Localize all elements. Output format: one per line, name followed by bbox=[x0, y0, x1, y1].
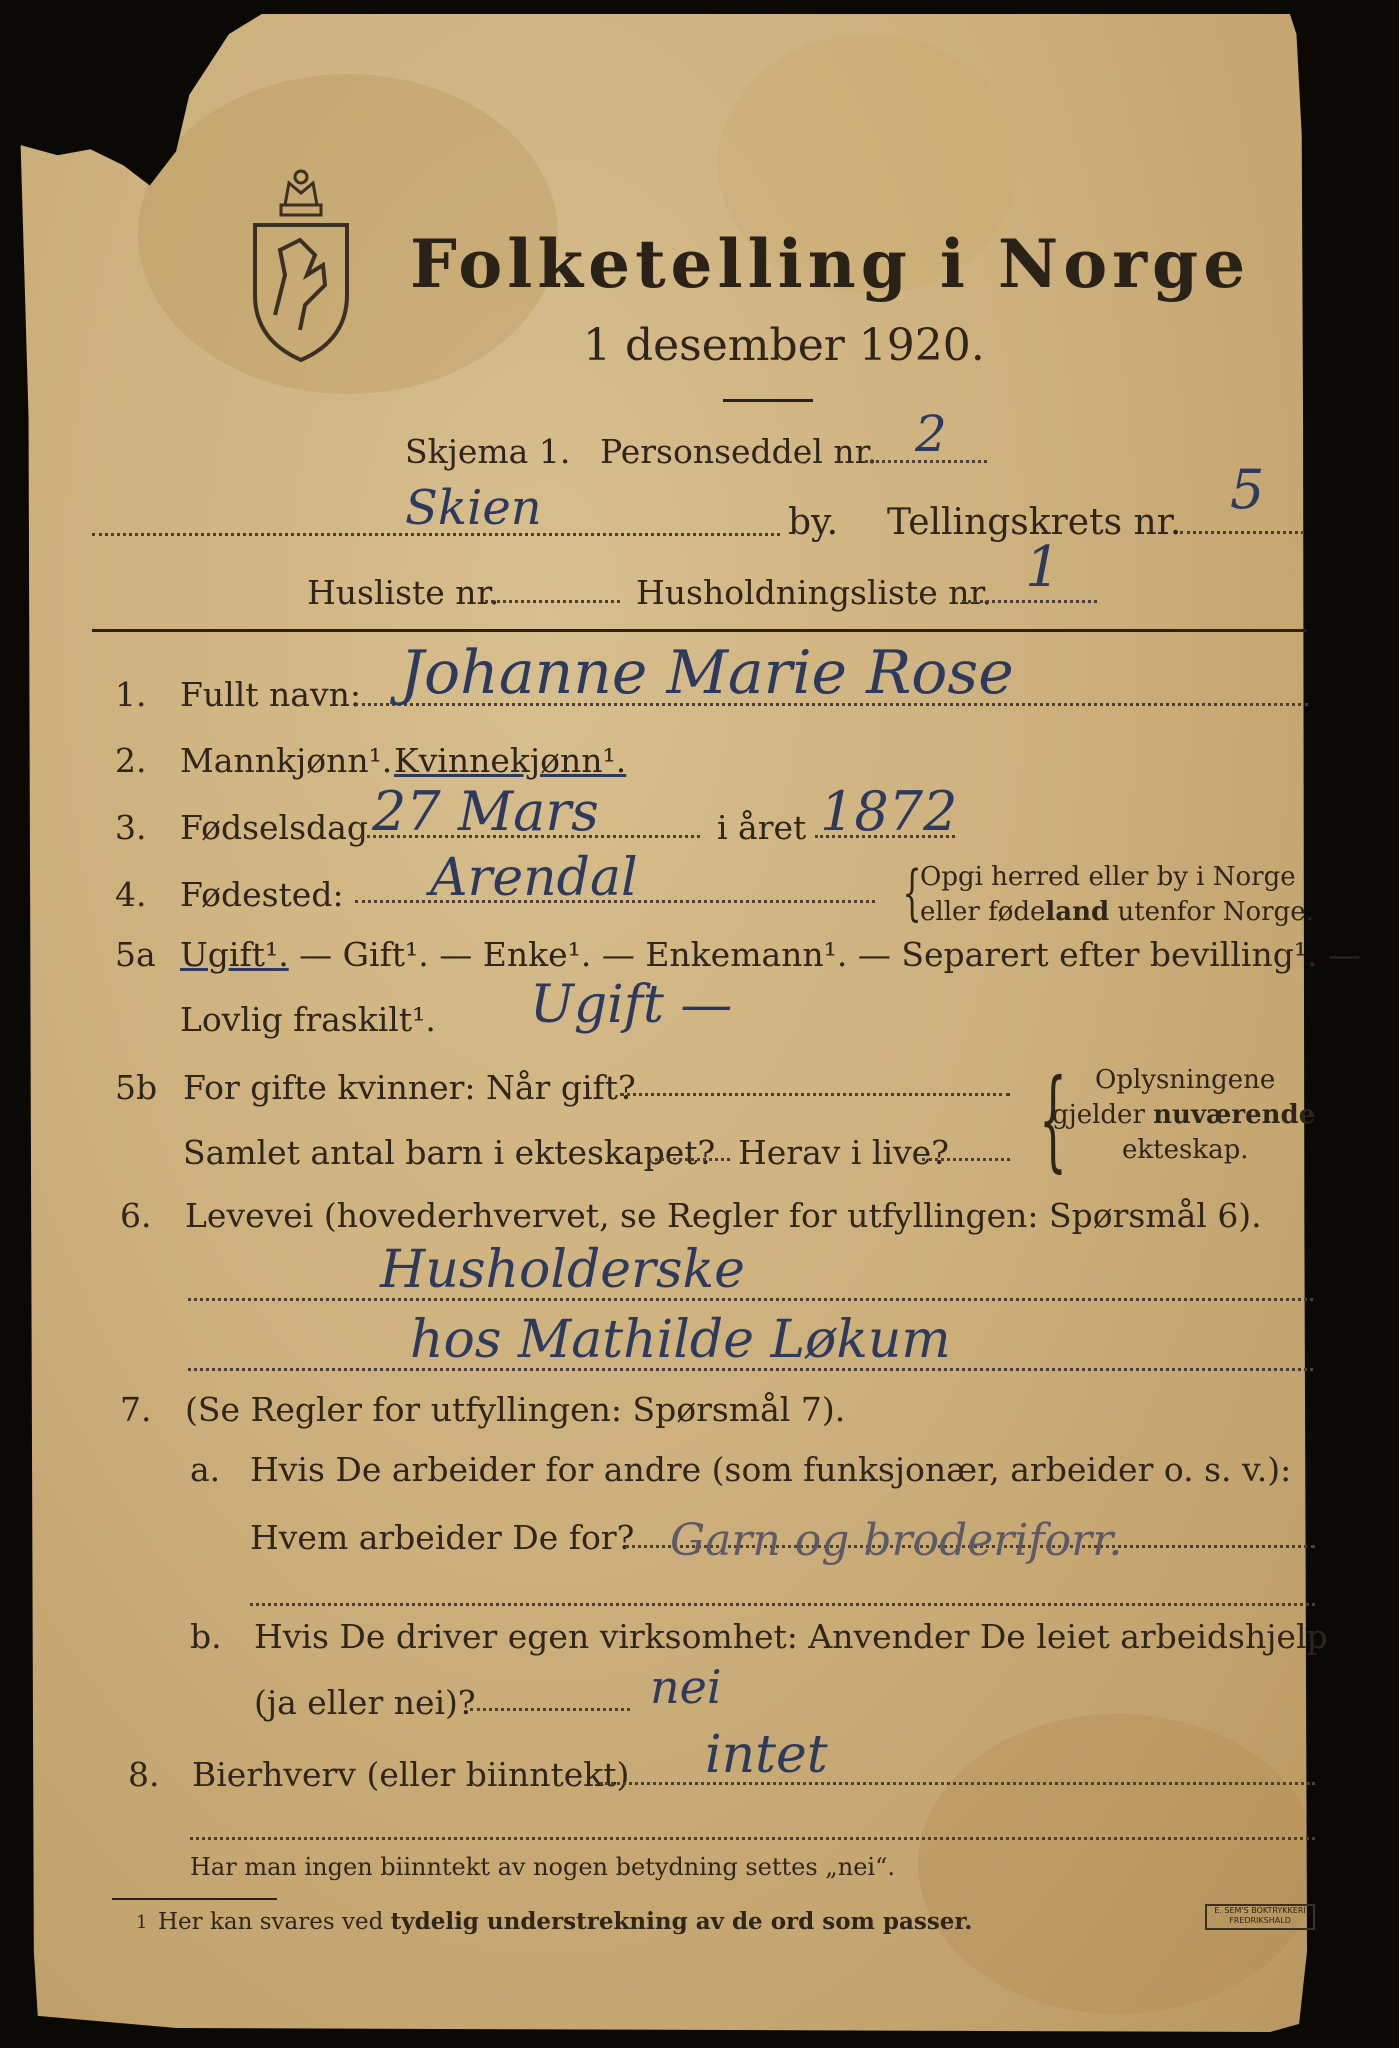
husliste-label: Husliste nr. bbox=[307, 573, 500, 612]
q1-label: Fullt navn: bbox=[180, 675, 361, 714]
q2-number: 2. bbox=[115, 741, 147, 780]
occupation-value-line2: hos Mathilde Løkum bbox=[410, 1310, 951, 1370]
title-divider bbox=[723, 399, 813, 402]
printer-stamp-line2: FREDRIKSHALD bbox=[1229, 1916, 1291, 1925]
q4-brace: { bbox=[902, 858, 922, 928]
q2-male-option[interactable]: Mannkjønn¹. bbox=[180, 741, 393, 780]
q2-female-option[interactable]: Kvinnekjønn¹. bbox=[394, 741, 627, 780]
full-name-value: Johanne Marie Rose bbox=[400, 638, 1014, 708]
birthdate-value: 27 Mars bbox=[372, 780, 599, 843]
q5a-options-line1 bbox=[180, 935, 1361, 974]
personseddel-value: 2 bbox=[915, 405, 947, 463]
by-label: by. bbox=[788, 502, 839, 543]
q6-number: 6. bbox=[120, 1196, 152, 1235]
q5b-line1: For gifte kvinner: Når gift? bbox=[183, 1068, 636, 1107]
q7-label: (Se Regler for utfyllingen: Spørsmål 7). bbox=[185, 1390, 846, 1429]
q5b-number: 5b bbox=[115, 1068, 158, 1107]
printer-stamp-line1: E. SEM'S BOKTRYKKERI bbox=[1214, 1906, 1306, 1915]
q3-year-label: i året bbox=[717, 808, 807, 847]
children-total-field[interactable] bbox=[648, 1158, 730, 1161]
q5b-note-line2-a: gjelder bbox=[1052, 1100, 1154, 1130]
q7a-line1: Hvis De arbeider for andre (som funksjonær, arbeider o. s. v.): bbox=[250, 1450, 1292, 1489]
q5b-note-line2-b: nuværende bbox=[1153, 1100, 1316, 1130]
q8-label: Bierhverv (eller biinntekt) bbox=[192, 1755, 630, 1794]
q7b-line1: Hvis De driver egen virksomhet: Anvender De leiet arbeidshjelp bbox=[254, 1617, 1328, 1656]
footnote-number: 1 bbox=[136, 1912, 148, 1933]
q4-note-line2 bbox=[920, 897, 1314, 927]
q7a-line2: Hvem arbeider De for? bbox=[250, 1518, 635, 1557]
q4-note-line1: Opgi herred eller by i Norge bbox=[920, 862, 1296, 892]
occupation-field-line2[interactable] bbox=[188, 1368, 1313, 1371]
footnote-b: tydelig understrekning av de ord som passer. bbox=[390, 1908, 973, 1935]
norway-coat-of-arms-icon bbox=[245, 165, 357, 365]
q3-label: Fødselsdag bbox=[180, 808, 368, 847]
footnote-a: Her kan svares ved bbox=[158, 1909, 391, 1935]
employer-field-line2[interactable] bbox=[250, 1603, 1315, 1606]
q5a-ugift-option[interactable]: Ugift¹. bbox=[180, 935, 289, 974]
q5b-note-line1: Oplysningene bbox=[1095, 1065, 1276, 1095]
form-title: Folketelling i Norge bbox=[410, 225, 1251, 303]
tellingskrets-value: 5 bbox=[1230, 458, 1265, 521]
married-when-field[interactable] bbox=[620, 1093, 1010, 1096]
q5b-brace: { bbox=[1039, 1055, 1067, 1183]
husholdning-value: 1 bbox=[1025, 535, 1061, 600]
occupation-field-line1[interactable] bbox=[188, 1298, 1313, 1301]
q7b-letter: b. bbox=[190, 1617, 222, 1656]
town-value: Skien bbox=[405, 480, 542, 536]
q5b-children-label: Samlet antal barn i ekteskapet? bbox=[183, 1133, 716, 1172]
q5b-alive-label: Herav i live? bbox=[738, 1133, 949, 1172]
q5a-other-options[interactable]: — Gift¹. — Enke¹. — Enkemann¹. — Separert efter bevilling¹. — bbox=[288, 935, 1362, 974]
footnote bbox=[158, 1908, 972, 1935]
schema-label: Skjema 1. bbox=[405, 432, 571, 471]
q5a-options-line2[interactable]: Lovlig fraskilt¹. bbox=[180, 1000, 436, 1039]
hired-help-field[interactable] bbox=[470, 1708, 630, 1711]
q5a-number: 5a bbox=[115, 935, 156, 974]
q4-number: 4. bbox=[115, 875, 147, 914]
hired-help-value: nei bbox=[650, 1660, 722, 1714]
q8-number: 8. bbox=[128, 1755, 160, 1794]
q4-note-line2-c: utenfor Norge. bbox=[1109, 897, 1314, 927]
q4-note-line2-a: eller føde bbox=[920, 897, 1046, 927]
q5b-note-line3: ekteskap. bbox=[1122, 1135, 1249, 1165]
tellingskrets-label: Tellingskrets nr. bbox=[887, 502, 1182, 543]
q7-number: 7. bbox=[120, 1390, 152, 1429]
q4-label: Fødested: bbox=[180, 875, 344, 914]
employer-value: Garn og broderiforr. bbox=[670, 1515, 1123, 1566]
children-alive-field[interactable] bbox=[922, 1158, 1010, 1161]
marital-status-value: Ugift — bbox=[530, 975, 733, 1035]
birthyear-value: 1872 bbox=[820, 780, 958, 843]
husliste-field[interactable] bbox=[485, 600, 620, 603]
q3-number: 3. bbox=[115, 808, 147, 847]
q4-note-line2-b: land bbox=[1045, 897, 1110, 927]
q1-number: 1. bbox=[115, 675, 147, 714]
q6-label: Levevei (hovederhvervet, se Regler for utfyllingen: Spørsmål 6). bbox=[185, 1196, 1262, 1235]
personseddel-label: Personseddel nr. bbox=[600, 432, 878, 471]
q7b-line2: (ja eller nei)? bbox=[254, 1683, 476, 1722]
occupation-value-line1: Husholderske bbox=[380, 1240, 745, 1300]
husholdning-field[interactable] bbox=[962, 600, 1097, 603]
tellingskrets-field[interactable] bbox=[1180, 531, 1304, 534]
footer-note: Har man ingen biinntekt av nogen betydning settes „nei“. bbox=[190, 1853, 895, 1881]
header-rule bbox=[92, 629, 1307, 632]
husholdning-label: Husholdningsliste nr. bbox=[636, 573, 993, 612]
side-income-value: intet bbox=[705, 1725, 828, 1785]
birthplace-value: Arendal bbox=[430, 848, 638, 908]
paper-stain bbox=[918, 1714, 1318, 2014]
side-income-field-line2[interactable] bbox=[190, 1837, 1315, 1840]
form-date: 1 desember 1920. bbox=[583, 320, 985, 371]
q7a-letter: a. bbox=[190, 1450, 221, 1489]
footnote-rule bbox=[112, 1898, 277, 1900]
printer-stamp bbox=[1205, 1904, 1315, 1930]
q5b-note-line2 bbox=[1052, 1100, 1315, 1130]
